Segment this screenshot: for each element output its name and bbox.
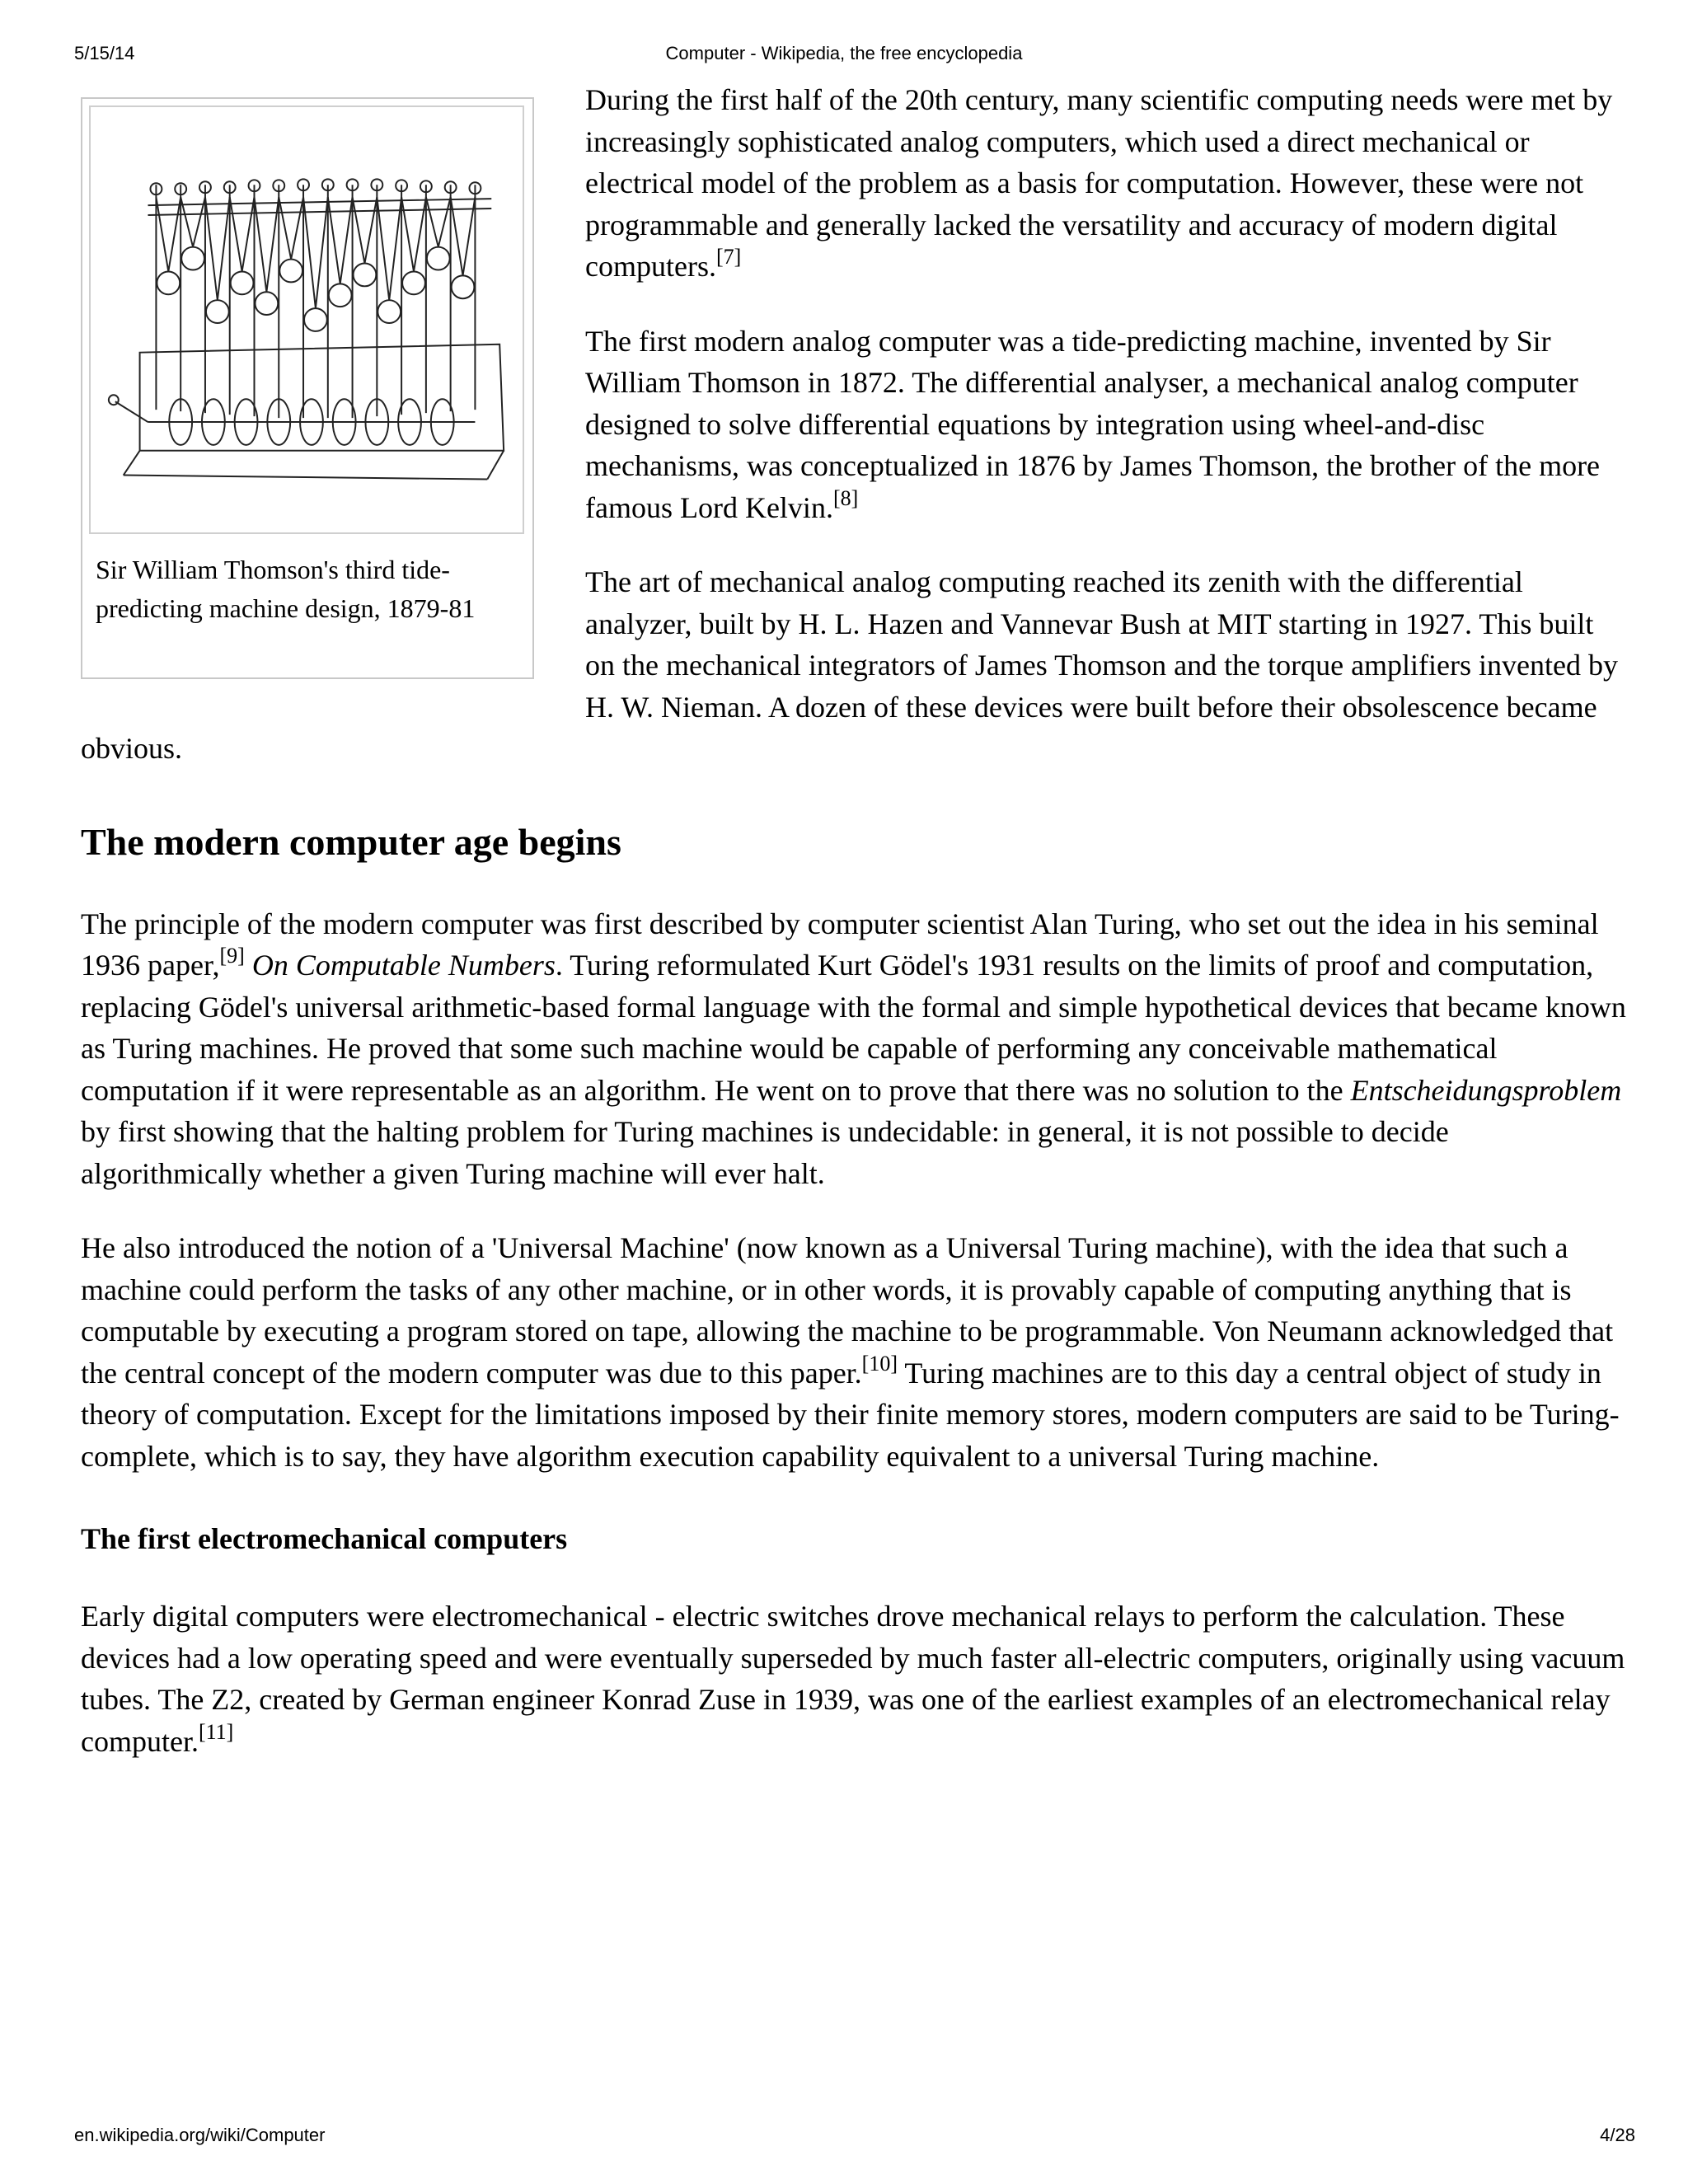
italic-term-entscheidungsproblem[interactable]: Entscheidungsproblem: [1350, 1073, 1622, 1107]
tide-predicting-machine-icon: [91, 107, 523, 532]
tide-predicting-machine-image[interactable]: [89, 105, 524, 534]
footer-url: en.wikipedia.org/wiki/Computer: [74, 2125, 326, 2145]
figure-caption: Sir William Thomson's third tide-predicting machine design, 1879-81: [96, 555, 476, 623]
paragraph-text: by first showing that the halting problem for Turing machines is undecidable: in general, it is not possible to decide algorithmically whether a given Turing machine will ever halt.: [81, 1115, 1449, 1190]
paragraph-text: The art of mechanical analog computing reached its zenith with the differential analyzer, built by H. L. Hazen and Vannevar Bush at MIT starting in 1927. This built on the mechanical integrators of James Thomson and the torque amplifiers invented by H. W. Nieman. A dozen of these devices were built before their obsolescence became obvious.: [81, 565, 1618, 765]
citation-9[interactable]: [9]: [219, 944, 245, 968]
citation-8[interactable]: [8]: [832, 485, 859, 510]
paragraph-text: The first modern analog computer was a tide-predicting machine, invented by Sir William Thomson in 1872. The differential analyser, a mechanical analog computer designed to solve differential equations by integration using wheel-and-disc mechanisms, was conceptualized in 1876 by James Thomson, the brother of the more famous Lord Kelvin.: [585, 324, 1601, 524]
paragraph-text: The principle of the modern computer was first described by computer scientist Alan Turing, who set out the idea in his seminal 1936 paper,: [81, 907, 1599, 982]
citation-10[interactable]: [10]: [861, 1351, 898, 1376]
citation-7[interactable]: [7]: [715, 245, 742, 269]
paragraph-turing-1: [81, 903, 1629, 1195]
footer-page-number: 4/28: [1600, 2125, 1635, 2145]
paragraph-text: . Turing reformulated Kurt Gödel's 1931 results on the limits of proof and computation, replacing Gödel's universal arithmetic-based formal language with the formal and simple hypothetical devices that became known as Turing machines. He proved that some such machine would be capable of performing any conceivable mathematical computation if it were representable as an algorithm. He went on to prove that there was no solution to the: [81, 949, 1626, 1107]
article-content: [81, 79, 1629, 1795]
section-heading-modern-computer: The modern computer age begins: [81, 820, 621, 863]
paragraph-text: He also introduced the notion of a 'Universal Machine' (now known as a Universal Turing machine), with the idea that such a machine could perform the tasks of any other machine, or in other words, it is provably capable of computing anything that is computable by executing a program stored on tape, allowing the machine to be programmable. Von Neumann acknowledged that the central concept of the modern computer was due to this paper.: [81, 1231, 1614, 1390]
paragraph-text: Early digital computers were electromechanical - electric switches drove mechanical relays to perform the calculation. These devices had a low operating speed and were eventually superseded by much faster all-electric computers, originally using vacuum tubes. The Z2, created by German engineer Konrad Zuse in 1939, was one of the earliest examples of an electromechanical relay computer.: [81, 1600, 1625, 1758]
header-date: 5/15/14: [74, 43, 135, 63]
section-heading-electromechanical: The first electromechanical computers: [81, 1522, 568, 1555]
citation-11[interactable]: [11]: [198, 1719, 234, 1744]
paragraph-text: During the first half of the 20th century, many scientific computing needs were met by increasingly sophisticated analog computers, which used a direct mechanical or electrical model of the problem as a basis for computation. However, these were not programmable and generally lacked the versatility and accuracy of modern digital computers.: [585, 83, 1613, 283]
thumbnail-figure: [81, 97, 534, 679]
paragraph-text: Turing machines are to this day a central object of study in theory of computation. Except for the limitations imposed by their finite memory stores, modern computers are said to be Turing-complete, which is to say, they have algorithm execution capability equivalent to a universal Turing machine.: [81, 1356, 1620, 1473]
paragraph-electromechanical-1: [81, 1596, 1629, 1762]
paragraph-turing-2: [81, 1227, 1629, 1477]
header-title: Computer - Wikipedia, the free encyclopedia: [665, 43, 1023, 63]
italic-title-computable-numbers[interactable]: On Computable Numbers: [251, 949, 556, 982]
